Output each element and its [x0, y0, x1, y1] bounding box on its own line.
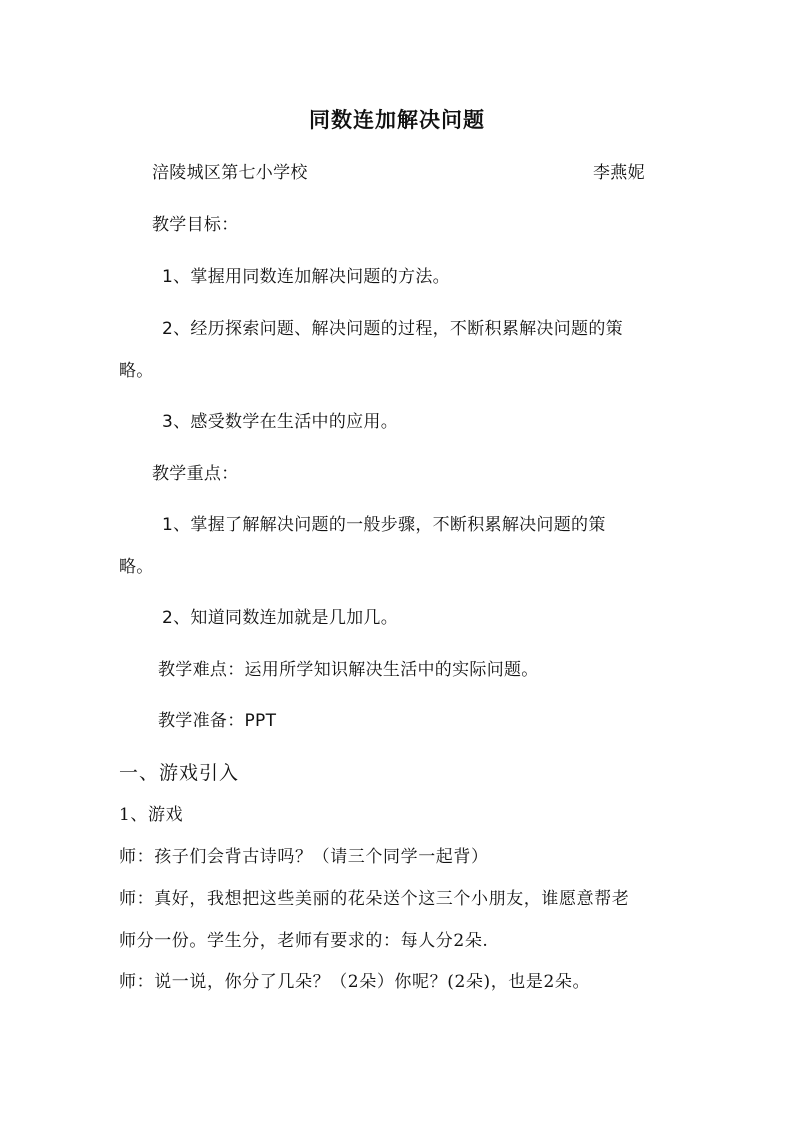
objectives-heading: 教学目标： — [152, 215, 239, 235]
section-heading: 一、游戏引入 — [119, 762, 240, 784]
dialogue-line: 师：说一说，你分了几朵？（2朵）你呢？(2朵)，也是2朵。 — [119, 972, 591, 992]
difficulty-line: 教学难点：运用所学知识解决生活中的实际问题。 — [158, 660, 539, 680]
key-point-line: 2、知道同数连加就是几加几。 — [162, 608, 399, 628]
dialogue-line: 师：孩子们会背古诗吗？（请三个同学一起背） — [119, 847, 489, 867]
document-title: 同数连加解决问题 — [309, 108, 485, 132]
author-name: 李燕妮 — [593, 163, 645, 183]
key-points-heading: 教学重点： — [152, 464, 239, 484]
objective-line: 3、感受数学在生活中的应用。 — [162, 412, 399, 432]
preparation-line: 教学准备：PPT — [158, 711, 277, 731]
objective-line: 略。 — [119, 361, 154, 381]
key-point-line: 略。 — [119, 557, 154, 577]
objective-line: 1、掌握用同数连加解决问题的方法。 — [162, 267, 450, 287]
key-point-line: 1、掌握了解解决问题的一般步骤，不断积累解决问题的策 — [162, 515, 606, 535]
section-subheading: 1、游戏 — [119, 805, 184, 825]
school-name: 涪陵城区第七小学校 — [152, 163, 308, 183]
dialogue-line: 师分一份。学生分，老师有要求的：每人分2朵. — [119, 931, 489, 951]
objective-line: 2、经历探索问题、解决问题的过程，不断积累解决问题的策 — [162, 319, 623, 339]
dialogue-line: 师：真好，我想把这些美丽的花朵送个这三个小朋友，谁愿意帮老 — [119, 889, 630, 909]
